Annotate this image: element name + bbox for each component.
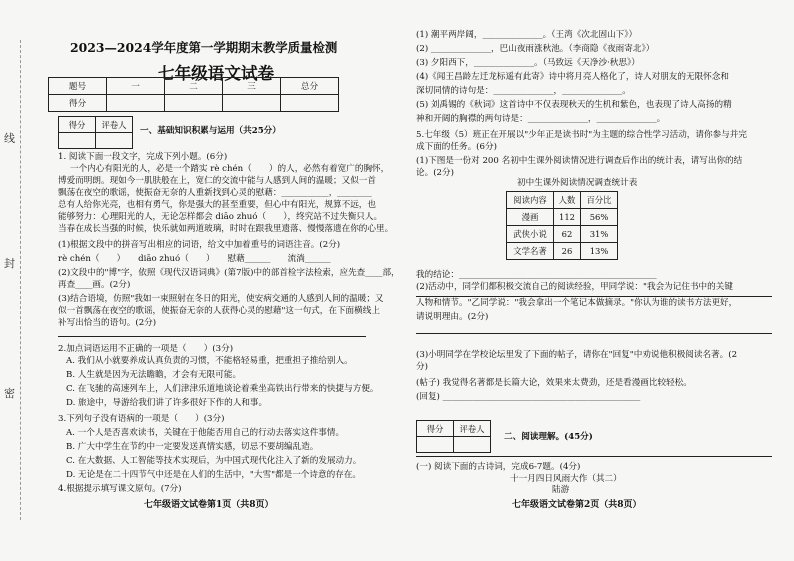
exam-title: 2023—2024学年度第一学期期末教学质量检测 — [70, 40, 338, 55]
forum-post: (帖子) 我觉得名著都是长篇大论，效果来太费劲，还是看漫画比较轻松。 — [416, 378, 692, 388]
passage-line: 能够努力：心理阳光的人，无论怎样都会 diāo zhuó（ ），终究站不过失衡只人。 — [58, 212, 383, 222]
exam-subtitle: 七年级语文试卷 — [158, 63, 275, 83]
question-5-2: (2)活动中，同学们都积极交流自己的阅读经验，甲同学说："我会为记住书中的关键 — [416, 282, 733, 292]
reading-1-instruction: (一) 阅读下面的古诗词，完成6-7题。(4分) — [416, 462, 581, 472]
score-header: 一 — [107, 78, 165, 95]
score-header: 二 — [165, 78, 223, 95]
option-a: A. 我们从小就要养成认真负责的习惯，不能格轻易重，把重担子推给别人。 — [66, 356, 353, 366]
survey-table — [506, 191, 618, 260]
answer-line[interactable]: rè chén（ ） diāo zhuó（ ） 慰藉______ 流淌______ — [58, 254, 331, 264]
question-5-1: (1)下图是一份对 200 名初中生课外阅读情况进行调查后作出的统计表，请写出你的结 — [416, 156, 743, 166]
section-2-heading: 二、阅读理解。(45分) — [504, 432, 593, 442]
passage-line: 一个内心有阳光的人，必是一个踏实 rè chén（ ）的人，必然有着宽广的胸怀， — [70, 164, 390, 174]
score-header: 三 — [223, 78, 281, 95]
question-1-2-cont: 再查____画。(2分) — [58, 280, 131, 290]
passage-line: 飘荡在夜空的歌谣，使振奋无奈的人重新找到心灵的慰藉：___________，________ — [58, 188, 372, 198]
question-5: 5.七年级（5）班正在开展以"少年正是读书时"为主题的综合性学习活动，请你参与并完 — [416, 130, 747, 140]
survey-cell: 13% — [581, 243, 618, 260]
score-cell[interactable] — [223, 95, 281, 112]
option-c: C. 在飞驰的高速列车上，人们津津乐道地谈论着乘坐高铁出行带来的快捷与方便。 — [66, 384, 379, 394]
fold-line — [20, 40, 21, 520]
grader-score-cell[interactable] — [59, 133, 96, 149]
grader-name-label: 评卷人 — [96, 117, 133, 133]
question-4: 4.根据提示填写课文原句。(7分) — [58, 484, 182, 494]
question-1-3: (3)结合语境，仿照"我如一束照射在冬日的阳光，使安病交通的人感到人间的温暖；又 — [58, 294, 384, 304]
recite-1: (1) 潮平两岸阔，______________。（王湾《次北固山下》） — [416, 30, 638, 40]
page-footer: 七年级语文试卷第1页（共8页） — [144, 500, 274, 510]
option-b: B. 广大中学生在节约中一定要发送真情实感，切忌不要胡编乱造。 — [66, 442, 319, 452]
score-row-label: 得分 — [49, 95, 107, 112]
divider — [416, 456, 772, 457]
survey-title: 初中生课外阅读情况调查统计表 — [517, 178, 638, 188]
survey-header: 人数 — [554, 192, 581, 209]
grader-name-label: 评卷人 — [454, 421, 491, 437]
grader-score-label: 得分 — [59, 117, 96, 133]
recite-5-cont: 神和开阔的胸襟的两句诗是：______________，______________。 — [416, 114, 666, 124]
recite-4: (4)《闻王昌龄左迁龙标遥有此寄》诗中将月亮人格化了，诗人对朋友的无限怀念和 — [416, 72, 729, 82]
question-1-2: (2)文段中的"博"字，依照《现代汉语词典》(第7版)中的部首检字法检索，应先查____部， — [58, 268, 400, 278]
forum-reply[interactable]: (回复) ______________________________________________ — [416, 392, 641, 402]
question-5-1-cont: 论。(2分) — [416, 168, 454, 178]
survey-cell: 56% — [581, 209, 618, 226]
score-cell[interactable] — [281, 95, 339, 112]
question-5-2-cont: 人物和情节。"乙同学说："我会拿出一个笔记本做摘录。"你认为谁的读书方法更好， — [416, 298, 738, 308]
answer-line[interactable] — [58, 336, 366, 337]
survey-cell: 26 — [554, 243, 581, 260]
option-d: D. 旅途中，导游给我们讲了许多很好下作的人和事。 — [66, 398, 268, 408]
question-5-cont: 成下面的任务。(6分) — [416, 142, 497, 152]
fold-char: 线 — [4, 132, 15, 145]
survey-cell: 武侠小说 — [507, 226, 554, 243]
section-1-heading: 一、基础知识积累与运用（共25分） — [140, 126, 281, 136]
survey-header: 百分比 — [581, 192, 618, 209]
recite-2: (2) ______________，巴山夜雨涨秋池。（李商隐《夜雨寄北》） — [416, 44, 655, 54]
binding-margin — [0, 0, 40, 561]
fold-char: 密 — [4, 387, 15, 400]
question-1: 1. 阅读下面一段文字，完成下列小题。(6分) — [58, 152, 228, 162]
page-footer: 七年级语文试卷第2页（共8页） — [512, 500, 642, 510]
score-cell[interactable] — [165, 95, 223, 112]
survey-header: 阅读内容 — [507, 192, 554, 209]
survey-cell: 漫画 — [507, 209, 554, 226]
question-3: 3.下列句子没有语病的一项是（ ）(3分) — [58, 414, 225, 424]
question-5-3-cont: 分) — [416, 362, 428, 372]
question-1-3-cont: 补写出恰当的语句。(2分) — [58, 318, 157, 328]
survey-cell: 112 — [554, 209, 581, 226]
survey-cell: 31% — [581, 226, 618, 243]
score-header: 总分 — [281, 78, 339, 95]
grader-score-cell[interactable] — [417, 437, 454, 453]
fold-char: 封 — [4, 257, 15, 270]
recite-3: (3) 夕阳西下，______________。（马致远《天净沙·秋思》） — [416, 58, 640, 68]
score-table — [48, 77, 339, 112]
passage-line: 当春在成长当强的时候，快乐就如两道玻璃，时时在跟我里遗落、慢慢落遗在你的心里。 — [58, 224, 394, 234]
option-d: D. 无论是在二十四节气中还是在人们的生活中，"大雪"都是一个诗意的存在。 — [66, 470, 361, 480]
score-header: 题号 — [49, 78, 107, 95]
score-cell[interactable] — [107, 95, 165, 112]
survey-cell: 62 — [554, 226, 581, 243]
question-5-2-cont: 请说明理由。(2分) — [416, 312, 489, 322]
grader-box — [416, 420, 491, 453]
poem-author: 陆游 — [552, 485, 570, 495]
question-5-3: (3)小明同学在学校论坛里发了下面的帖子，请你在"回复"中劝说他积极阅读名著。(2 — [416, 350, 738, 360]
passage-line: 博爱而明朗。现如今一肌肤般在上，宽仁的交流中能与人感到人间的温暖；又似一首 — [58, 176, 376, 186]
poem-title: 十一月四日风雨大作（其二） — [510, 474, 622, 484]
grader-name-cell[interactable] — [96, 133, 133, 149]
option-a: A. 一个人是否喜欢读书，关键在于他能否用自己的行动去落实这件事情。 — [66, 428, 345, 438]
grader-name-cell[interactable] — [454, 437, 491, 453]
question-2: 2.加点词语运用不正确的一项是（ ）(3分) — [58, 344, 234, 354]
right-page — [404, 0, 794, 561]
passage-line: 总有人给你光亮，也相有勇气，你是强大的甚至重要，但心中有阳光，规算不远，也 — [58, 200, 376, 210]
grader-score-label: 得分 — [417, 421, 454, 437]
option-c: C. 在大数据、人工智能等技术实现后，为中国式现代化注入了新的发展动力。 — [66, 456, 362, 466]
question-1-1: (1)根据文段中的拼音写出相应的词语，给文中加着重号的词语注音。(2分) — [58, 240, 341, 250]
conclusion-line[interactable]: 我的结论：______________________________________________ — [416, 270, 657, 280]
grader-box — [58, 116, 133, 149]
answer-line[interactable] — [416, 296, 772, 297]
option-b: B. 人生就是因为无法瞻瞻，才会有无限可能。 — [66, 370, 242, 380]
recite-4-cont: 深切同情的诗句是：______________，______________。 — [416, 86, 631, 96]
survey-cell: 文学名著 — [507, 243, 554, 260]
question-1-3-cont: 似一首飘荡在夜空的歌谣，使振奋无奈的人获得心灵的慰藉"这一句式，在下面横线上 — [58, 306, 380, 316]
answer-line[interactable] — [416, 333, 772, 334]
recite-5: (5) 刘禹锡的《秋词》这首诗中不仅表现秋天的生机和紫色，也表现了诗人高扬的精 — [416, 100, 732, 110]
